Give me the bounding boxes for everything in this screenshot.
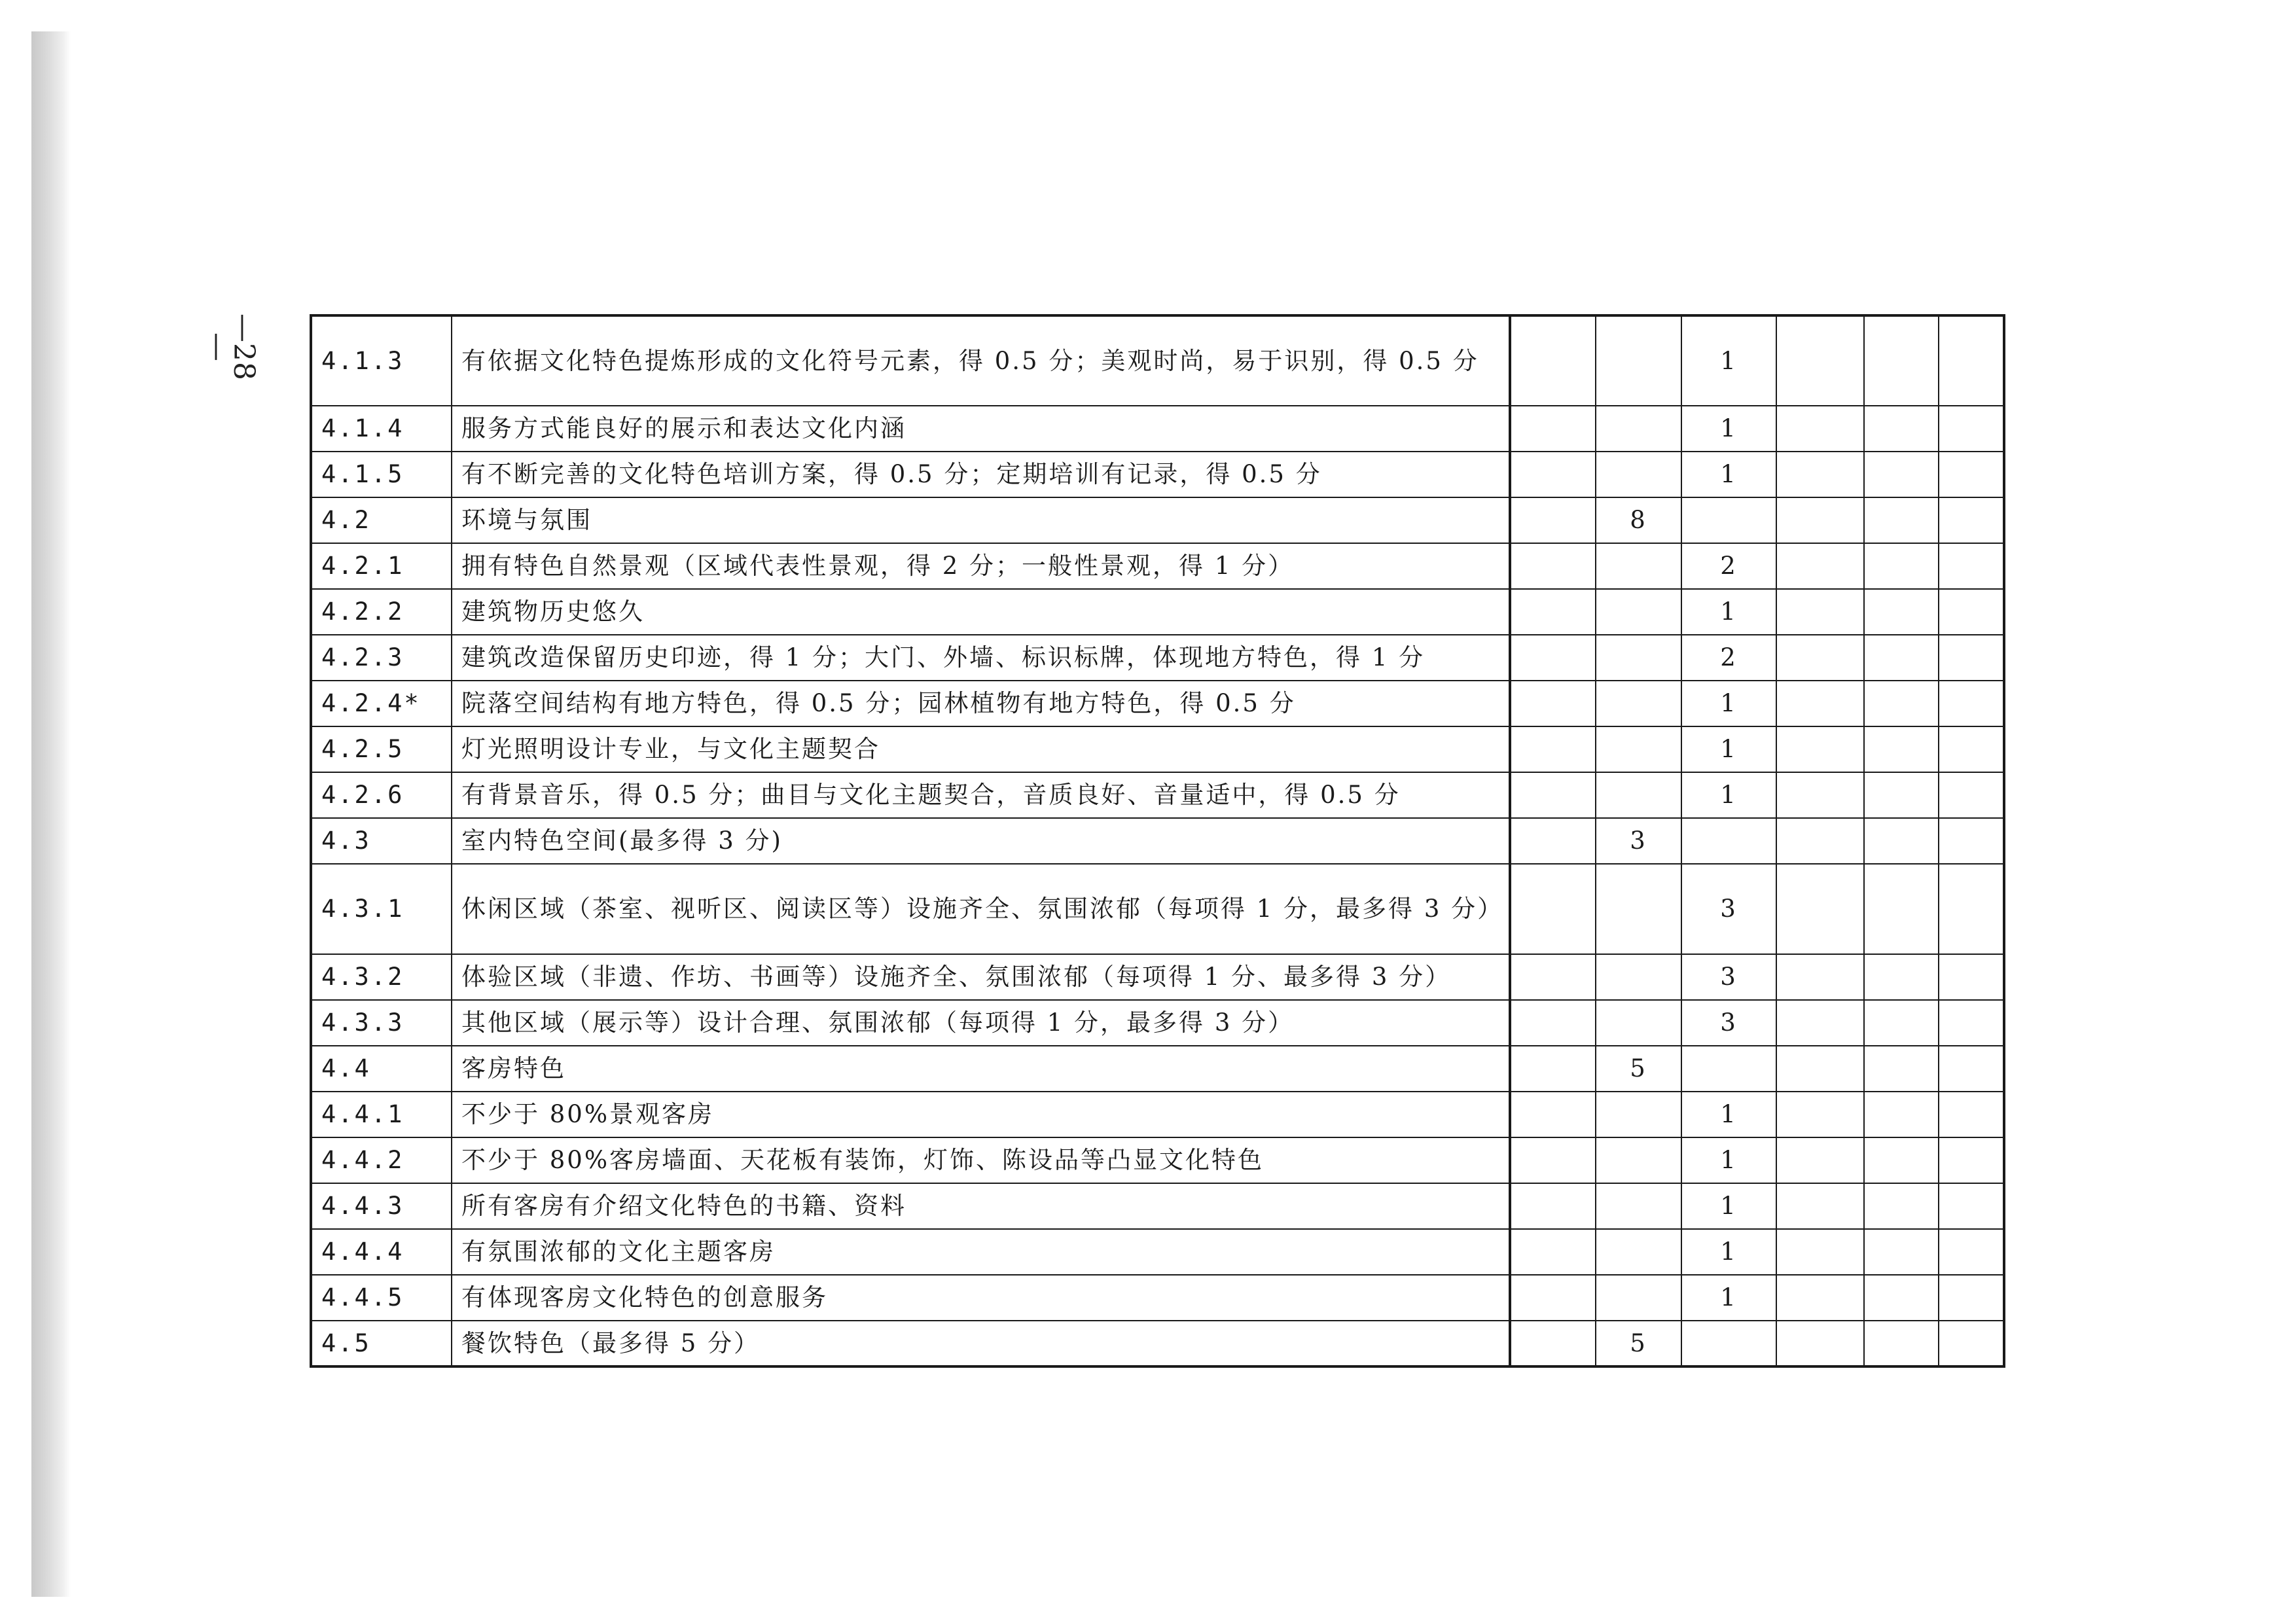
group-score (1596, 1000, 1681, 1046)
group-score (1596, 1183, 1681, 1229)
item-description: 体验区域（非遗、作坊、书画等）设施齐全、氛围浓郁（每项得 1 分、最多得 3 分） (452, 954, 1510, 1000)
item-code: 4.1.5 (311, 452, 452, 497)
item-description: 不少于 80%景观客房 (452, 1092, 1510, 1137)
table-row (311, 406, 2004, 452)
item-description: 拥有特色自然景观（区域代表性景观，得 2 分；一般性景观，得 1 分） (452, 543, 1510, 589)
item-description: 环境与氛围 (452, 497, 1510, 543)
item-code: 4.4.4 (311, 1229, 452, 1275)
item-description: 建筑物历史悠久 (452, 589, 1510, 635)
blank-cell (1510, 497, 1596, 543)
item-code: 4.1.4 (311, 406, 452, 452)
blank-cell (1510, 1275, 1596, 1321)
item-score (1681, 1321, 1776, 1366)
blank-cell (1939, 1092, 2004, 1137)
table-row (311, 864, 2004, 954)
blank-cell (1939, 864, 2004, 954)
item-score (1681, 497, 1776, 543)
blank-cell (1939, 406, 2004, 452)
item-code: 4.2.4* (311, 681, 452, 726)
group-score (1596, 1229, 1681, 1275)
item-code: 4.4.5 (311, 1275, 452, 1321)
blank-cell (1939, 954, 2004, 1000)
item-description: 客房特色 (452, 1046, 1510, 1092)
blank-cell (1864, 772, 1939, 818)
blank-cell (1939, 772, 2004, 818)
blank-cell (1510, 543, 1596, 589)
blank-cell (1864, 406, 1939, 452)
table-row (311, 726, 2004, 772)
blank-cell (1939, 589, 2004, 635)
item-score: 1 (1681, 1092, 1776, 1137)
blank-cell (1510, 1137, 1596, 1183)
blank-cell (1776, 1092, 1864, 1137)
blank-cell (1776, 315, 1864, 406)
blank-cell (1864, 818, 1939, 864)
table-row (311, 635, 2004, 681)
group-score (1596, 864, 1681, 954)
item-code: 4.4.3 (311, 1183, 452, 1229)
blank-cell (1510, 864, 1596, 954)
blank-cell (1510, 1183, 1596, 1229)
table-row (311, 818, 2004, 864)
table-row (311, 1046, 2004, 1092)
item-score: 1 (1681, 406, 1776, 452)
blank-cell (1864, 681, 1939, 726)
group-score: 5 (1596, 1321, 1681, 1366)
blank-cell (1510, 1092, 1596, 1137)
blank-cell (1864, 543, 1939, 589)
blank-cell (1510, 681, 1596, 726)
table-row (311, 772, 2004, 818)
table-row (311, 1183, 2004, 1229)
group-score (1596, 315, 1681, 406)
blank-cell (1510, 1229, 1596, 1275)
item-description: 餐饮特色（最多得 5 分） (452, 1321, 1510, 1366)
blank-cell (1776, 818, 1864, 864)
blank-cell (1510, 452, 1596, 497)
blank-cell (1864, 1229, 1939, 1275)
item-code: 4.3.2 (311, 954, 452, 1000)
item-code: 4.4.1 (311, 1092, 452, 1137)
item-code: 4.3.3 (311, 1000, 452, 1046)
blank-cell (1864, 315, 1939, 406)
blank-cell (1864, 452, 1939, 497)
item-code: 4.2.5 (311, 726, 452, 772)
blank-cell (1510, 1000, 1596, 1046)
blank-cell (1864, 589, 1939, 635)
table-row (311, 1092, 2004, 1137)
blank-cell (1510, 589, 1596, 635)
item-score: 1 (1681, 1229, 1776, 1275)
blank-cell (1864, 497, 1939, 543)
blank-cell (1776, 726, 1864, 772)
blank-cell (1510, 954, 1596, 1000)
item-description: 建筑改造保留历史印迹，得 1 分；大门、外墙、标识标牌，体现地方特色，得 1 分 (452, 635, 1510, 681)
blank-cell (1776, 1000, 1864, 1046)
page-number: —28— (201, 313, 260, 381)
item-score: 1 (1681, 726, 1776, 772)
blank-cell (1939, 315, 2004, 406)
item-description: 有依据文化特色提炼形成的文化符号元素，得 0.5 分；美观时尚，易于识别，得 0.5 分 (452, 315, 1510, 406)
blank-cell (1939, 818, 2004, 864)
table-row (311, 1275, 2004, 1321)
item-description: 不少于 80%客房墙面、天花板有装饰，灯饰、陈设品等凸显文化特色 (452, 1137, 1510, 1183)
item-score: 1 (1681, 1137, 1776, 1183)
blank-cell (1864, 635, 1939, 681)
blank-cell (1510, 635, 1596, 681)
group-score (1596, 635, 1681, 681)
blank-cell (1864, 1000, 1939, 1046)
table-row (311, 543, 2004, 589)
blank-cell (1510, 726, 1596, 772)
blank-cell (1776, 1275, 1864, 1321)
blank-cell (1939, 635, 2004, 681)
item-score: 1 (1681, 681, 1776, 726)
group-score (1596, 681, 1681, 726)
item-score: 3 (1681, 954, 1776, 1000)
blank-cell (1510, 1321, 1596, 1366)
blank-cell (1510, 315, 1596, 406)
item-description: 服务方式能良好的展示和表达文化内涵 (452, 406, 1510, 452)
group-score (1596, 452, 1681, 497)
item-description: 有不断完善的文化特色培训方案，得 0.5 分；定期培训有记录，得 0.5 分 (452, 452, 1510, 497)
item-code: 4.2.1 (311, 543, 452, 589)
item-description: 灯光照明设计专业，与文化主题契合 (452, 726, 1510, 772)
item-score: 2 (1681, 543, 1776, 589)
group-score (1596, 543, 1681, 589)
blank-cell (1939, 726, 2004, 772)
table-row (311, 681, 2004, 726)
item-score: 1 (1681, 452, 1776, 497)
blank-cell (1510, 772, 1596, 818)
item-score: 1 (1681, 1183, 1776, 1229)
blank-cell (1939, 1275, 2004, 1321)
item-code: 4.2.2 (311, 589, 452, 635)
blank-cell (1864, 726, 1939, 772)
blank-cell (1776, 452, 1864, 497)
group-score (1596, 726, 1681, 772)
group-score (1596, 1137, 1681, 1183)
blank-cell (1776, 1046, 1864, 1092)
table-row (311, 497, 2004, 543)
table-row (311, 1321, 2004, 1366)
blank-cell (1939, 543, 2004, 589)
item-description: 其他区域（展示等）设计合理、氛围浓郁（每项得 1 分，最多得 3 分） (452, 1000, 1510, 1046)
group-score (1596, 406, 1681, 452)
item-score (1681, 818, 1776, 864)
blank-cell (1864, 1275, 1939, 1321)
item-score: 1 (1681, 589, 1776, 635)
item-description: 有氛围浓郁的文化主题客房 (452, 1229, 1510, 1275)
blank-cell (1776, 1321, 1864, 1366)
item-code: 4.2 (311, 497, 452, 543)
blank-cell (1776, 681, 1864, 726)
blank-cell (1939, 1046, 2004, 1092)
blank-cell (1939, 1137, 2004, 1183)
blank-cell (1939, 452, 2004, 497)
blank-cell (1510, 406, 1596, 452)
blank-cell (1776, 1183, 1864, 1229)
blank-cell (1864, 1183, 1939, 1229)
blank-cell (1776, 635, 1864, 681)
item-score: 1 (1681, 772, 1776, 818)
blank-cell (1776, 954, 1864, 1000)
item-score: 1 (1681, 315, 1776, 406)
table-body (311, 315, 2004, 1366)
blank-cell (1776, 1229, 1864, 1275)
group-score: 3 (1596, 818, 1681, 864)
table-row (311, 1000, 2004, 1046)
table-row (311, 1229, 2004, 1275)
item-code: 4.1.3 (311, 315, 452, 406)
item-code: 4.3 (311, 818, 452, 864)
blank-cell (1776, 406, 1864, 452)
group-score (1596, 772, 1681, 818)
blank-cell (1864, 1321, 1939, 1366)
group-score (1596, 589, 1681, 635)
blank-cell (1776, 589, 1864, 635)
item-code: 4.2.3 (311, 635, 452, 681)
blank-cell (1939, 497, 2004, 543)
table-row (311, 589, 2004, 635)
item-score: 3 (1681, 864, 1776, 954)
item-code: 4.5 (311, 1321, 452, 1366)
group-score (1596, 954, 1681, 1000)
item-description: 有体现客房文化特色的创意服务 (452, 1275, 1510, 1321)
table-row (311, 315, 2004, 406)
item-code: 4.2.6 (311, 772, 452, 818)
scoring-table (310, 314, 2005, 1368)
blank-cell (1864, 1046, 1939, 1092)
blank-cell (1939, 681, 2004, 726)
blank-cell (1864, 954, 1939, 1000)
item-code: 4.3.1 (311, 864, 452, 954)
group-score (1596, 1092, 1681, 1137)
item-code: 4.4 (311, 1046, 452, 1092)
blank-cell (1510, 1046, 1596, 1092)
blank-cell (1864, 1092, 1939, 1137)
blank-cell (1939, 1000, 2004, 1046)
blank-cell (1776, 543, 1864, 589)
blank-cell (1939, 1183, 2004, 1229)
item-description: 院落空间结构有地方特色，得 0.5 分；园林植物有地方特色，得 0.5 分 (452, 681, 1510, 726)
item-score: 3 (1681, 1000, 1776, 1046)
blank-cell (1776, 864, 1864, 954)
group-score (1596, 1275, 1681, 1321)
item-description: 有背景音乐，得 0.5 分；曲目与文化主题契合，音质良好、音量适中，得 0.5 分 (452, 772, 1510, 818)
table-row (311, 954, 2004, 1000)
item-description: 室内特色空间(最多得 3 分) (452, 818, 1510, 864)
blank-cell (1776, 772, 1864, 818)
item-score (1681, 1046, 1776, 1092)
group-score: 8 (1596, 497, 1681, 543)
blank-cell (1510, 818, 1596, 864)
item-description: 所有客房有介绍文化特色的书籍、资料 (452, 1183, 1510, 1229)
item-score: 1 (1681, 1275, 1776, 1321)
blank-cell (1939, 1229, 2004, 1275)
item-score: 2 (1681, 635, 1776, 681)
scan-edge-shadow (31, 31, 71, 1597)
group-score: 5 (1596, 1046, 1681, 1092)
item-description: 休闲区域（茶室、视听区、阅读区等）设施齐全、氛围浓郁（每项得 1 分，最多得 3 分） (452, 864, 1510, 954)
blank-cell (1776, 497, 1864, 543)
blank-cell (1939, 1321, 2004, 1366)
item-code: 4.4.2 (311, 1137, 452, 1183)
blank-cell (1776, 1137, 1864, 1183)
blank-cell (1864, 1137, 1939, 1183)
blank-cell (1864, 864, 1939, 954)
table-row (311, 452, 2004, 497)
table-row (311, 1137, 2004, 1183)
